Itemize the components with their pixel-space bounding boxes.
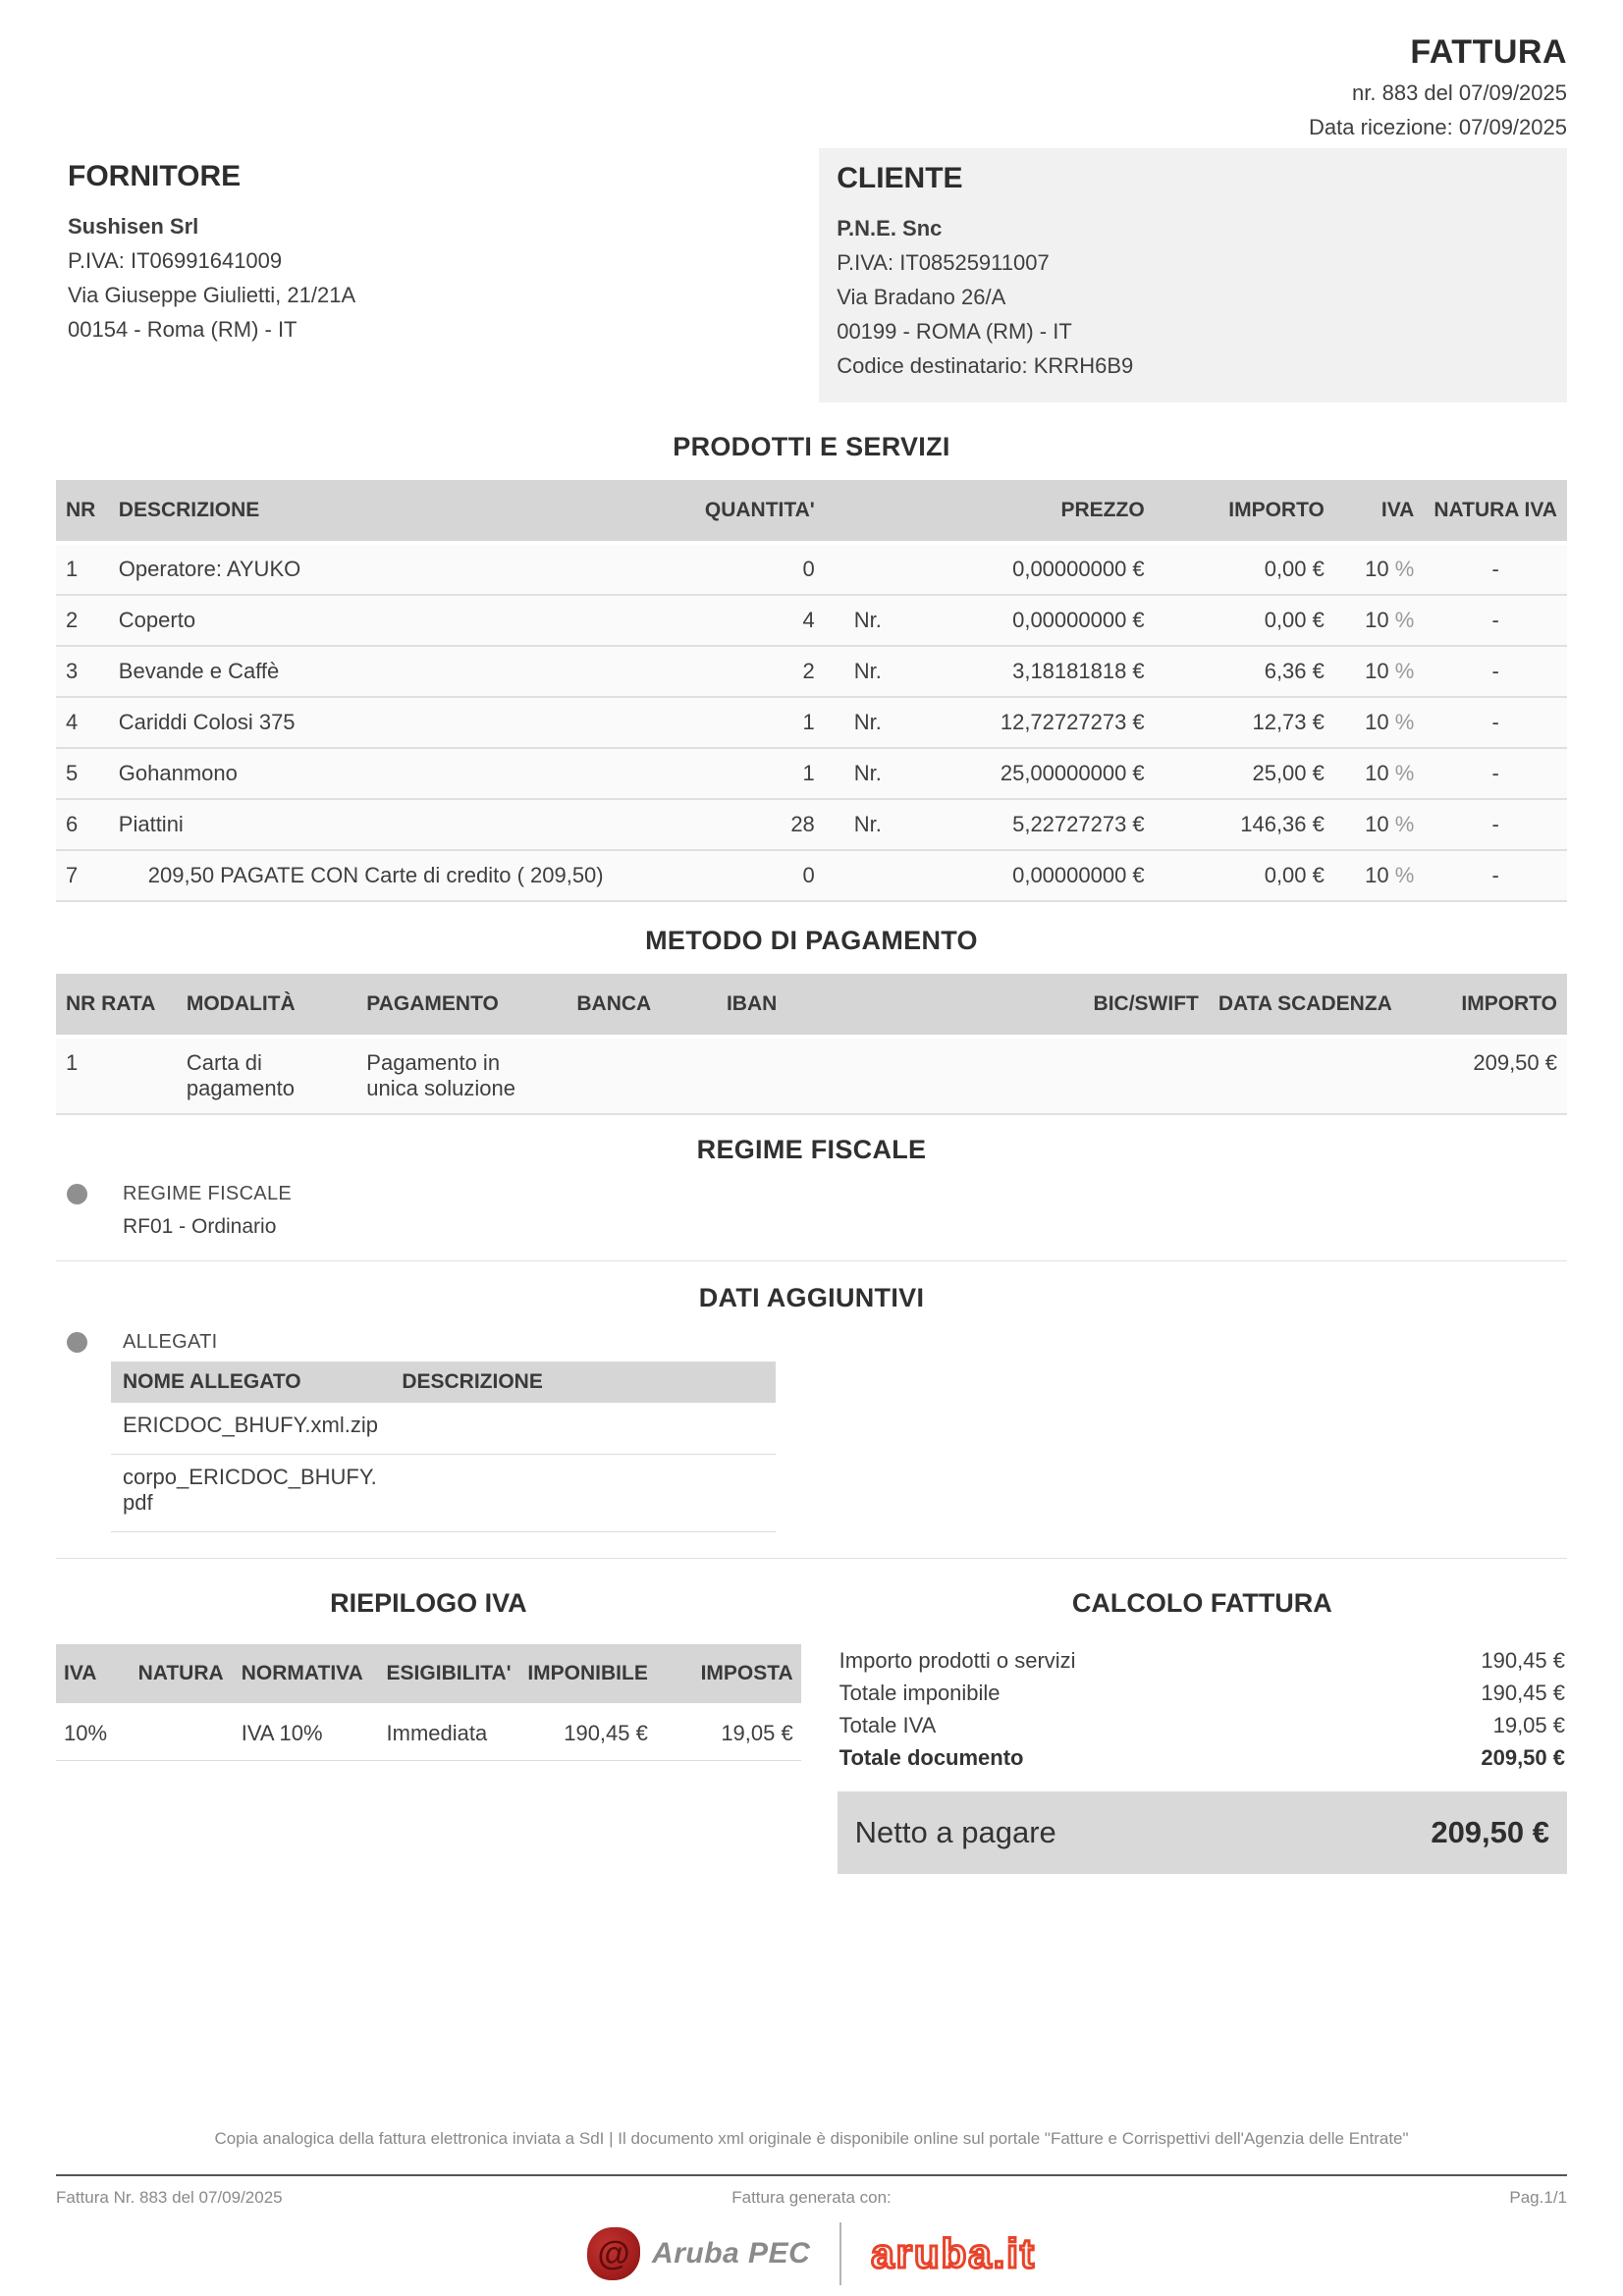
- supplier-name: Sushisen Srl: [68, 214, 199, 239]
- aruba-pec-logo: [587, 2227, 810, 2280]
- col-installment-header: NR RATA: [56, 974, 177, 1039]
- cell-quantity: 0: [674, 851, 824, 902]
- cell-vat-nature: -: [1424, 749, 1567, 800]
- product-row: [56, 698, 1567, 749]
- net-payable-value: 209,50 €: [1431, 1815, 1549, 1849]
- cell-price: 0,00000000 €: [930, 545, 1155, 596]
- calculation-line: [838, 1709, 1567, 1741]
- cell-description: Cariddi Colosi 375: [109, 698, 675, 749]
- cell-vat: 10 %: [1334, 749, 1424, 800]
- cell-vat-nature: -: [1424, 851, 1567, 902]
- cell-nr: 7: [56, 851, 109, 902]
- cell-nr: 3: [56, 647, 109, 698]
- cell-price: 25,00000000 €: [930, 749, 1155, 800]
- reception-date: Data ricezione: 07/09/2025: [1309, 115, 1567, 139]
- col-method-header: MODALITÀ: [177, 974, 356, 1039]
- col-tax-header: IMPOSTA: [656, 1644, 801, 1707]
- cell-bic: [1044, 1039, 1209, 1115]
- attachments-header-row: [111, 1362, 776, 1403]
- footer-meta: [56, 2188, 1567, 2208]
- payment-table: [56, 974, 1567, 1115]
- client-name: P.N.E. Snc: [837, 216, 943, 240]
- cell-chargeability: Immediata: [379, 1707, 520, 1761]
- footer-note: Copia analogica della fattura elettronica inviata a SdI | Il documento xml originale è disponibile online sul portale "Fatture e Corrispettivi dell'Agenzia delle Entrate": [214, 2129, 1409, 2148]
- product-row: [56, 596, 1567, 647]
- footer-invoice-ref: Fattura Nr. 883 del 07/09/2025: [56, 2188, 283, 2207]
- calculation-value: 190,45 €: [1481, 1681, 1565, 1705]
- vat-summary-panel: [56, 1573, 801, 1874]
- col-nature-header: NATURA: [131, 1644, 234, 1707]
- col-iban-header: IBAN: [717, 974, 1044, 1039]
- invoice-number: nr. 883 del 07/09/2025: [1352, 80, 1567, 105]
- calculation-label: Importo prodotti o servizi: [839, 1648, 1076, 1673]
- col-vat-header: IVA: [56, 1644, 131, 1707]
- cell-vat: 10 %: [1334, 851, 1424, 902]
- col-due-date-header: DATA SCADENZA: [1209, 974, 1402, 1039]
- cell-method: Carta di pagamento: [177, 1039, 356, 1115]
- footer-rule: [56, 2174, 1567, 2176]
- cell-description: Coperto: [109, 596, 675, 647]
- cell-description: Piattini: [109, 800, 675, 851]
- products-table: [56, 480, 1567, 902]
- cell-vat-nature: -: [1424, 800, 1567, 851]
- cell-amount: 209,50 €: [1402, 1039, 1567, 1115]
- col-vat-header: IVA: [1334, 480, 1424, 545]
- vat-summary-header-row: [56, 1644, 801, 1707]
- cell-unit: Nr.: [825, 800, 930, 851]
- cell-amount: 6,36 €: [1155, 647, 1334, 698]
- logo-divider: [839, 2222, 841, 2285]
- col-chargeability-header: ESIGIBILITA': [379, 1644, 520, 1707]
- cell-vat: 10 %: [1334, 545, 1424, 596]
- cell-nr: 4: [56, 698, 109, 749]
- cell-amount: 0,00 €: [1155, 851, 1334, 902]
- cell-amount: 12,73 €: [1155, 698, 1334, 749]
- client-vat: P.IVA: IT08525911007: [837, 250, 1050, 275]
- vat-summary-row: [56, 1707, 801, 1761]
- cell-quantity: 1: [674, 749, 824, 800]
- cell-vat-nature: -: [1424, 545, 1567, 596]
- net-payable-label: Netto a pagare: [854, 1815, 1056, 1849]
- client-card: [819, 148, 1567, 402]
- footer-generated-with: Fattura generata con:: [731, 2188, 892, 2207]
- cell-price: 5,22727273 €: [930, 800, 1155, 851]
- client-heading: CLIENTE: [837, 162, 963, 194]
- cell-description: Bevande e Caffè: [109, 647, 675, 698]
- cell-nature: [131, 1707, 234, 1761]
- products-header-row: [56, 480, 1567, 545]
- vat-summary-title: RIEPILOGO IVA: [330, 1588, 527, 1618]
- product-row: [56, 800, 1567, 851]
- cell-nr: 2: [56, 596, 109, 647]
- cell-tax: 19,05 €: [656, 1707, 801, 1761]
- attachments-label: ALLEGATI: [123, 1331, 218, 1353]
- supplier-heading: FORNITORE: [68, 160, 242, 192]
- additional-data-section-title: DATI AGGIUNTIVI: [698, 1283, 925, 1312]
- calculation-value: 190,45 €: [1481, 1648, 1565, 1673]
- col-bic-header: BIC/SWIFT: [1044, 974, 1209, 1039]
- cell-price: 12,72727273 €: [930, 698, 1155, 749]
- col-quantity-header: QUANTITA': [674, 480, 824, 545]
- supplier-card: [56, 148, 743, 402]
- cell-price: 0,00000000 €: [930, 596, 1155, 647]
- product-row: [56, 545, 1567, 596]
- section-divider: [56, 1558, 1567, 1559]
- cell-nr: 6: [56, 800, 109, 851]
- cell-vat: 10%: [56, 1707, 131, 1761]
- bullet-icon: [67, 1184, 87, 1204]
- col-regulation-header: NORMATIVA: [234, 1644, 379, 1707]
- aruba-it-logo: aruba.it: [871, 2230, 1036, 2276]
- product-row: [56, 749, 1567, 800]
- client-city: 00199 - ROMA (RM) - IT: [837, 319, 1072, 344]
- parties-section: [56, 148, 1567, 402]
- cell-vat: 10 %: [1334, 800, 1424, 851]
- supplier-city: 00154 - Roma (RM) - IT: [68, 317, 298, 342]
- cell-price: 0,00000000 €: [930, 851, 1155, 902]
- cell-quantity: 4: [674, 596, 824, 647]
- footer-page-number: Pag.1/1: [1509, 2188, 1567, 2207]
- cell-attachment-name: corpo_ERICDOC_BHUFY.pdf: [111, 1455, 390, 1532]
- attachment-row: [111, 1403, 776, 1455]
- calculation-label: Totale documento: [839, 1745, 1024, 1770]
- calculation-line: [838, 1741, 1567, 1774]
- calculation-label: Totale IVA: [839, 1713, 937, 1737]
- col-unit-header: [825, 480, 930, 545]
- cell-nr: 1: [56, 545, 109, 596]
- totals-section: [56, 1573, 1567, 1874]
- calculation-line: [838, 1677, 1567, 1709]
- cell-amount: 0,00 €: [1155, 596, 1334, 647]
- section-divider: [56, 1260, 1567, 1261]
- cell-nr: 5: [56, 749, 109, 800]
- cell-quantity: 28: [674, 800, 824, 851]
- invoice-calculation-panel: [838, 1573, 1567, 1874]
- vat-summary-table: [56, 1644, 801, 1761]
- cell-iban: [717, 1039, 1044, 1115]
- tax-regime-value: RF01 - Ordinario: [123, 1215, 277, 1238]
- attachments-row: [67, 1331, 1567, 1354]
- cell-amount: 25,00 €: [1155, 749, 1334, 800]
- page-title: FATTURA: [1410, 33, 1567, 71]
- tax-regime-label: REGIME FISCALE: [123, 1183, 293, 1204]
- cell-attachment-desc: [390, 1403, 776, 1455]
- cell-attachment-name: ERICDOC_BHUFY.xml.zip: [111, 1403, 390, 1455]
- net-payable-bar: [838, 1791, 1567, 1874]
- calculation-line: [838, 1644, 1567, 1677]
- cell-vat-nature: -: [1424, 647, 1567, 698]
- payment-row: [56, 1039, 1567, 1115]
- attachment-row: [111, 1455, 776, 1532]
- col-attachment-name-header: NOME ALLEGATO: [111, 1362, 390, 1403]
- cell-vat-nature: -: [1424, 596, 1567, 647]
- invoice-calculation-lines: [838, 1644, 1567, 1774]
- product-row: [56, 647, 1567, 698]
- at-seal-icon: @: [587, 2227, 640, 2280]
- cell-description: Operatore: AYUKO: [109, 545, 675, 596]
- cell-amount: 146,36 €: [1155, 800, 1334, 851]
- payment-header-row: [56, 974, 1567, 1039]
- cell-vat: 10 %: [1334, 647, 1424, 698]
- calculation-label: Totale imponibile: [839, 1681, 1001, 1705]
- col-vat-nature-header: NATURA IVA: [1424, 480, 1567, 545]
- supplier-address: Via Giuseppe Giulietti, 21/21A: [68, 283, 356, 307]
- supplier-vat: P.IVA: IT06991641009: [68, 248, 283, 273]
- cell-bank: [567, 1039, 717, 1115]
- cell-taxable: 190,45 €: [519, 1707, 656, 1761]
- cell-unit: Nr.: [825, 596, 930, 647]
- bullet-icon: [67, 1332, 87, 1353]
- payment-section-title: METODO DI PAGAMENTO: [645, 926, 978, 955]
- cell-price: 3,18181818 €: [930, 647, 1155, 698]
- cell-unit: Nr.: [825, 647, 930, 698]
- cell-payment: Pagamento in unica soluzione: [356, 1039, 567, 1115]
- cell-unit: Nr.: [825, 698, 930, 749]
- tax-regime-section-title: REGIME FISCALE: [696, 1135, 927, 1164]
- cell-vat: 10 %: [1334, 596, 1424, 647]
- cell-vat: 10 %: [1334, 698, 1424, 749]
- invoice-calculation-title: CALCOLO FATTURA: [1071, 1588, 1332, 1618]
- aruba-pec-wordmark: Aruba PEC: [652, 2237, 811, 2269]
- cell-unit: [825, 545, 930, 596]
- calculation-value: 209,50 €: [1481, 1745, 1565, 1770]
- col-nr-header: NR: [56, 480, 109, 545]
- col-description-header: DESCRIZIONE: [109, 480, 675, 545]
- cell-description: 209,50 PAGATE CON Carte di credito ( 209,50): [109, 851, 675, 902]
- attachments-table: [111, 1362, 776, 1532]
- col-amount-header: IMPORTO: [1402, 974, 1567, 1039]
- col-payment-header: PAGAMENTO: [356, 974, 567, 1039]
- products-section-title: PRODOTTI E SERVIZI: [673, 432, 950, 461]
- client-address: Via Bradano 26/A: [837, 285, 1006, 309]
- col-amount-header: IMPORTO: [1155, 480, 1334, 545]
- cell-description: Gohanmono: [109, 749, 675, 800]
- cell-quantity: 0: [674, 545, 824, 596]
- document-header: [56, 0, 1567, 140]
- cell-regulation: IVA 10%: [234, 1707, 379, 1761]
- col-attachment-desc-header: DESCRIZIONE: [390, 1362, 776, 1403]
- cell-attachment-desc: [390, 1455, 776, 1532]
- cell-unit: Nr.: [825, 749, 930, 800]
- tax-regime-row: [67, 1183, 1567, 1205]
- cell-quantity: 1: [674, 698, 824, 749]
- page-footer: [56, 2129, 1567, 2290]
- cell-quantity: 2: [674, 647, 824, 698]
- col-taxable-header: IMPONIBILE: [519, 1644, 656, 1707]
- client-sdi-code: Codice destinatario: KRRH6B9: [837, 353, 1134, 378]
- cell-installment: 1: [56, 1039, 177, 1115]
- col-price-header: PREZZO: [930, 480, 1155, 545]
- product-row: [56, 851, 1567, 902]
- cell-due-date: [1209, 1039, 1402, 1115]
- cell-amount: 0,00 €: [1155, 545, 1334, 596]
- cell-vat-nature: -: [1424, 698, 1567, 749]
- col-bank-header: BANCA: [567, 974, 717, 1039]
- footer-logos: [56, 2217, 1567, 2290]
- calculation-value: 19,05 €: [1492, 1713, 1565, 1737]
- cell-unit: [825, 851, 930, 902]
